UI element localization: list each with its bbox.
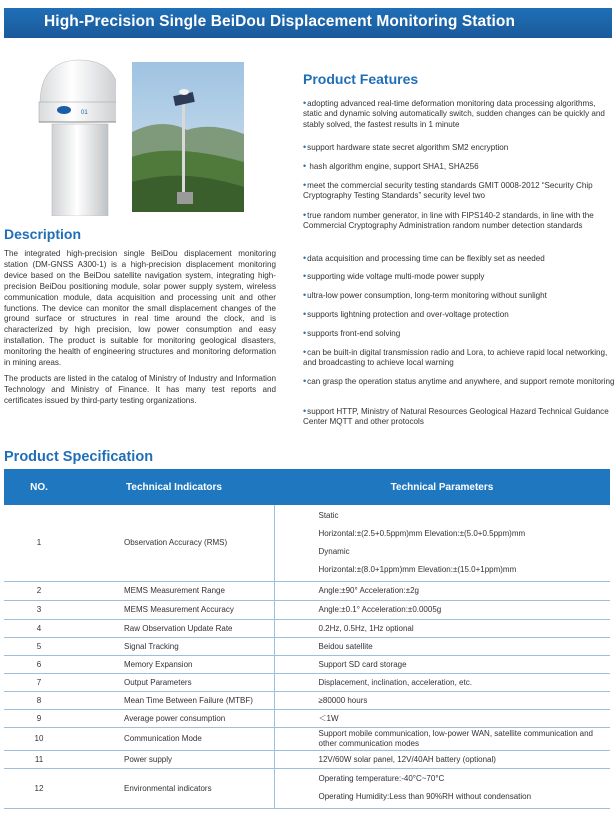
- table-row: 4 Raw Observation Update Rate 0.2Hz, 0.5Hz, 1Hz optional: [4, 619, 610, 637]
- list-item: •supports front-end solving: [303, 328, 401, 338]
- list-item: •data acquisition and processing time can be flexibly set as needed: [303, 253, 545, 263]
- table-row: 5 Signal Tracking Beidou satellite: [4, 637, 610, 655]
- bullet-dot-icon: •: [303, 347, 307, 357]
- field-installation-photo: [132, 62, 244, 212]
- bullet-dot-icon: •: [303, 253, 307, 263]
- list-item: •support HTTP, Ministry of Natural Resources Geological Hazard Technical Guidance Center MQTT and other protocols: [303, 406, 609, 427]
- list-item: •can be built-in digital transmission radio and Lora, to achieve rapid local networking, and broadcasting to achieve local warning: [303, 347, 608, 368]
- antenna-product-image: [6, 46, 116, 216]
- bullet-dot-icon: •: [303, 406, 307, 416]
- page-title: High-Precision Single BeiDou Displacement Monitoring Station: [44, 13, 516, 30]
- description-paragraph: The integrated high-precision single BeiDou displacement monitoring station (DM-GNSS A300-1) is a high-precision displacement monitoring device based on the BeiDou satellite navigation system, integrating high-precision BeiDou positioning module, solar power supply system, wireless communication module, data acquisition and processing unit and other functions. The device can monitor the small displacement changes of the ground surface or structures in real time around the clock, and is characterized by high precision, low power consumption and easy installation. The product is suitable for monitoring geological disasters, monitoring the health of engineering structures and monitoring deformation in mining areas.: [4, 249, 276, 368]
- table-row: 8 Mean Time Between Failure (MTBF) ≥80000 hours: [4, 691, 610, 709]
- spec-table: [4, 469, 610, 809]
- table-row: 2 MEMS Measurement Range Angle:±90° Acceleration:±2g: [4, 581, 610, 600]
- column-header-no: NO.: [4, 469, 74, 505]
- title-banner: [4, 8, 612, 38]
- spec-heading: Product Specification: [4, 449, 154, 465]
- svg-text:01: 01: [81, 110, 88, 116]
- list-item: •supports lightning protection and over-voltage protection: [303, 309, 509, 319]
- table-row: 12 Environmental indicators Operating temperature:-40°C~70°C Operating Humidity:Less than 90%RH without condensation: [4, 768, 610, 808]
- bullet-dot-icon: •: [303, 328, 307, 338]
- bullet-dot-icon: •: [303, 161, 307, 171]
- table-row: 3 MEMS Measurement Accuracy Angle:±0.1° Acceleration:±0.0005g: [4, 600, 610, 619]
- bullet-dot-icon: •: [303, 98, 307, 108]
- description-body: [4, 249, 276, 412]
- bullet-dot-icon: •: [303, 271, 307, 281]
- table-row: 11 Power supply 12V/60W solar panel, 12V/40AH battery (optional): [4, 750, 610, 768]
- table-row: 1 Observation Accuracy (RMS) Static Horizontal:±(2.5+0.5ppm)mm Elevation:±(5.0+0.5ppm)mm Dynamic Horizontal:±(8.0+1ppm)mm Elevation:±(15.0+1ppm)mm: [4, 505, 610, 581]
- list-item: •ultra-low power consumption, long-term monitoring without sunlight: [303, 290, 547, 300]
- bullet-dot-icon: •: [303, 210, 307, 220]
- list-item: •meet the commercial security testing standards GMIT 0008-2012 “Security Chip Cryptography Testing Standards” security level two: [303, 180, 593, 201]
- bullet-dot-icon: •: [303, 142, 307, 152]
- bullet-dot-icon: •: [303, 290, 307, 300]
- table-row: 6 Memory Expansion Support SD card storage: [4, 655, 610, 673]
- bullet-dot-icon: •: [303, 180, 307, 190]
- bullet-dot-icon: •: [303, 376, 307, 386]
- bullet-dot-icon: •: [303, 309, 307, 319]
- description-paragraph: The products are listed in the catalog of Ministry of Industry and Information Technology and Ministry of Finance. It has many test reports and certificates issued by third-party testing organizations.: [4, 373, 276, 405]
- list-item: •support hardware state secret algorithm SM2 encryption: [303, 142, 509, 152]
- table-row: 10 Communication Mode Support mobile communication, low-power WAN, satellite communication and other communication modes: [4, 727, 610, 750]
- features-heading: Product Features: [303, 71, 419, 87]
- table-row: 7 Output Parameters Displacement, inclination, acceleration, etc.: [4, 673, 610, 691]
- table-header-row: [4, 469, 610, 505]
- column-header-indicators: Technical Indicators: [74, 469, 274, 505]
- list-item: •true random number generator, in line with FIPS140-2 standards, in line with the Commercial Cryptography Administration random number detection standards: [303, 210, 594, 231]
- list-item: • hash algorithm engine, support SHA1, SHA256: [303, 161, 479, 171]
- list-item: •adopting advanced real-time deformation monitoring data processing algorithms, static and dynamic solving automatically switch, sudden changes can be quickly and stably solved, the fastest results in 1 minute: [303, 98, 605, 129]
- list-item: •can grasp the operation status anytime and anywhere, and support remote monitoring: [303, 376, 615, 386]
- description-heading: Description: [4, 226, 82, 242]
- column-header-parameters: Technical Parameters: [274, 469, 610, 505]
- table-row: 9 Average power consumption ＜1W: [4, 709, 610, 727]
- list-item: •supporting wide voltage multi-mode power supply: [303, 271, 485, 281]
